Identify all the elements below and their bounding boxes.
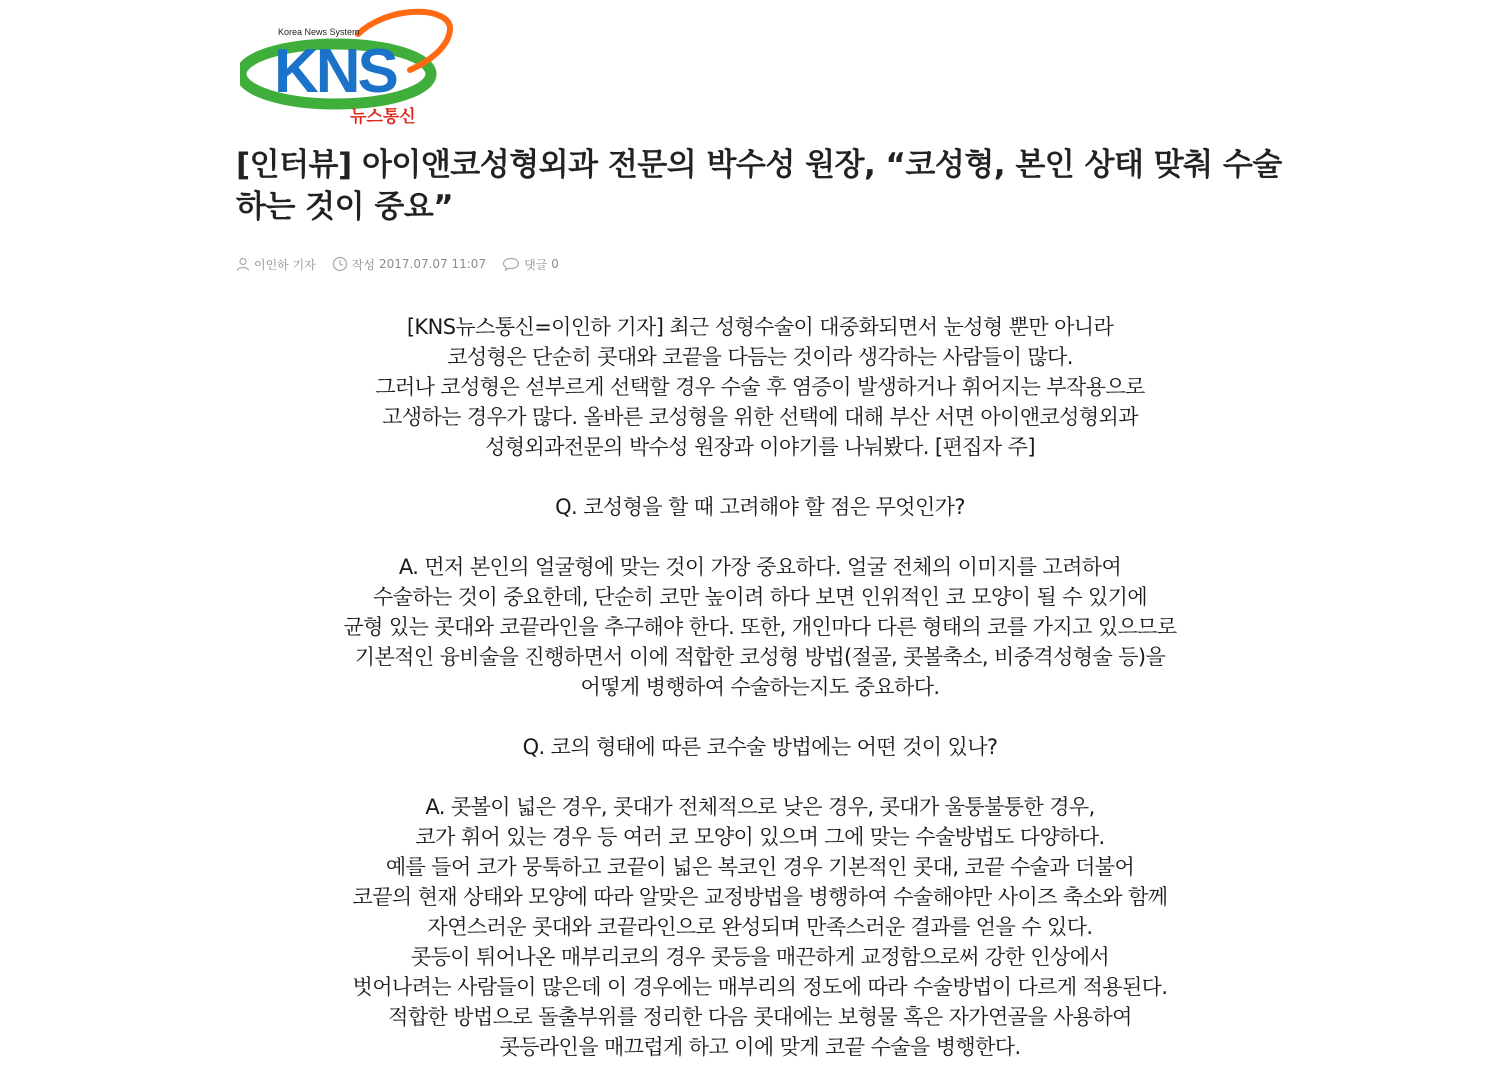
author-info: [236, 256, 316, 273]
article-line: 그러나 코성형은 섣부르게 선택할 경우 수술 후 염증이 발생하거나 휘어지는 부작용으로: [375, 375, 1145, 399]
article-line: 콧등라인을 매끄럽게 하고 이에 맞게 코끝 수술을 병행한다.: [499, 1035, 1021, 1059]
article-line: 자연스러운 콧대와 코끝라인으로 완성되며 만족스러운 결과를 얻을 수 있다.: [427, 915, 1093, 939]
article-body: [210, 312, 1310, 1062]
person-icon: [236, 257, 250, 271]
paragraph-gap: [210, 462, 1310, 492]
article-line: A. 먼저 본인의 얼굴형에 맞는 것이 가장 중요하다. 얼굴 전체의 이미지를 고려하여: [398, 555, 1122, 579]
article-meta: [236, 254, 575, 274]
article-line: 기본적인 융비술을 진행하면서 이에 적합한 코성형 방법(절골, 콧볼축소, 비중격성형술 등)을: [354, 645, 1166, 669]
article-line: A. 콧볼이 넓은 경우, 콧대가 전체적으로 낮은 경우, 콧대가 울퉁불퉁한 경우,: [425, 795, 1095, 819]
article-line: Q. 코성형을 할 때 고려해야 할 점은 무엇인가?: [555, 495, 965, 519]
article-line: 코끝의 현재 상태와 모양에 따라 알맞은 교정방법을 병행하여 수술해야만 사이즈 축소와 함께: [352, 885, 1168, 909]
article-line: 어떻게 병행하여 수술하는지도 중요하다.: [580, 675, 940, 699]
comments-count: 0: [551, 257, 559, 271]
comment-bubble-icon: [502, 257, 520, 271]
article-line: 벗어나려는 사람들이 많은데 이 경우에는 매부리의 정도에 따라 수술방법이 다르게 적용된다.: [352, 975, 1168, 999]
comments-label: 댓글: [524, 257, 548, 272]
article-headline: [인터뷰] 아이앤코성형외과 전문의 박수성 원장, “코성형, 본인 상태 맞춰 수술하는 것이 중요”: [236, 147, 1282, 225]
article-line: 예를 들어 코가 뭉툭하고 코끝이 넓은 복코인 경우 기본적인 콧대, 코끝 수술과 더불어: [385, 855, 1135, 879]
article-line: 균형 있는 콧대와 코끝라인을 추구해야 한다. 또한, 개인마다 다른 형태의 코를 가지고 있으므로: [343, 615, 1177, 639]
article-line: 고생하는 경우가 많다. 올바른 코성형을 위한 선택에 대해 부산 서면 아이앤코성형외과: [382, 405, 1138, 429]
comments-info[interactable]: [502, 256, 559, 273]
publish-date: 2017.07.07 11:07: [378, 257, 487, 271]
article-line: 적합한 방법으로 돌출부위를 정리한 다음 콧대에는 보형물 혹은 자가연골을 사용하여: [388, 1005, 1132, 1029]
logo-subtitle: 뉴스통신: [350, 107, 416, 127]
kns-logo[interactable]: [240, 8, 460, 130]
paragraph-gap: [210, 702, 1310, 732]
date-label: 작성: [351, 257, 375, 272]
kns-logo-graphic: [240, 8, 460, 130]
article-line: 수술하는 것이 중요한데, 단순히 코만 높이려 하다 보면 인위적인 코 모양이 될 수 있기에: [372, 585, 1148, 609]
article-line: 코성형은 단순히 콧대와 코끝을 다듬는 것이라 생각하는 사람들이 많다.: [447, 345, 1073, 369]
article-line: 성형외과전문의 박수성 원장과 이야기를 나눠봤다. [편집자 주]: [485, 435, 1035, 459]
paragraph-gap: [210, 762, 1310, 792]
logo-wordmark: KNS: [274, 37, 396, 106]
article-line: 코가 휘어 있는 경우 등 여러 코 모양이 있으며 그에 맞는 수술방법도 다양하다.: [415, 825, 1105, 849]
article-line: [KNS뉴스통신=이인하 기자] 최근 성형수술이 대중화되면서 눈성형 뿐만 아니라: [406, 315, 1114, 339]
date-info: [332, 256, 486, 273]
clock-icon: [332, 256, 348, 272]
article-line: 콧등이 튀어나온 매부리코의 경우 콧등을 매끈하게 교정함으로써 강한 인상에서: [410, 945, 1110, 969]
paragraph-gap: [210, 522, 1310, 552]
author-name[interactable]: 이인하 기자: [254, 257, 316, 272]
logo-tagline: Korea News System: [278, 27, 360, 37]
article-line: Q. 코의 형태에 따른 코수술 방법에는 어떤 것이 있나?: [522, 735, 998, 759]
